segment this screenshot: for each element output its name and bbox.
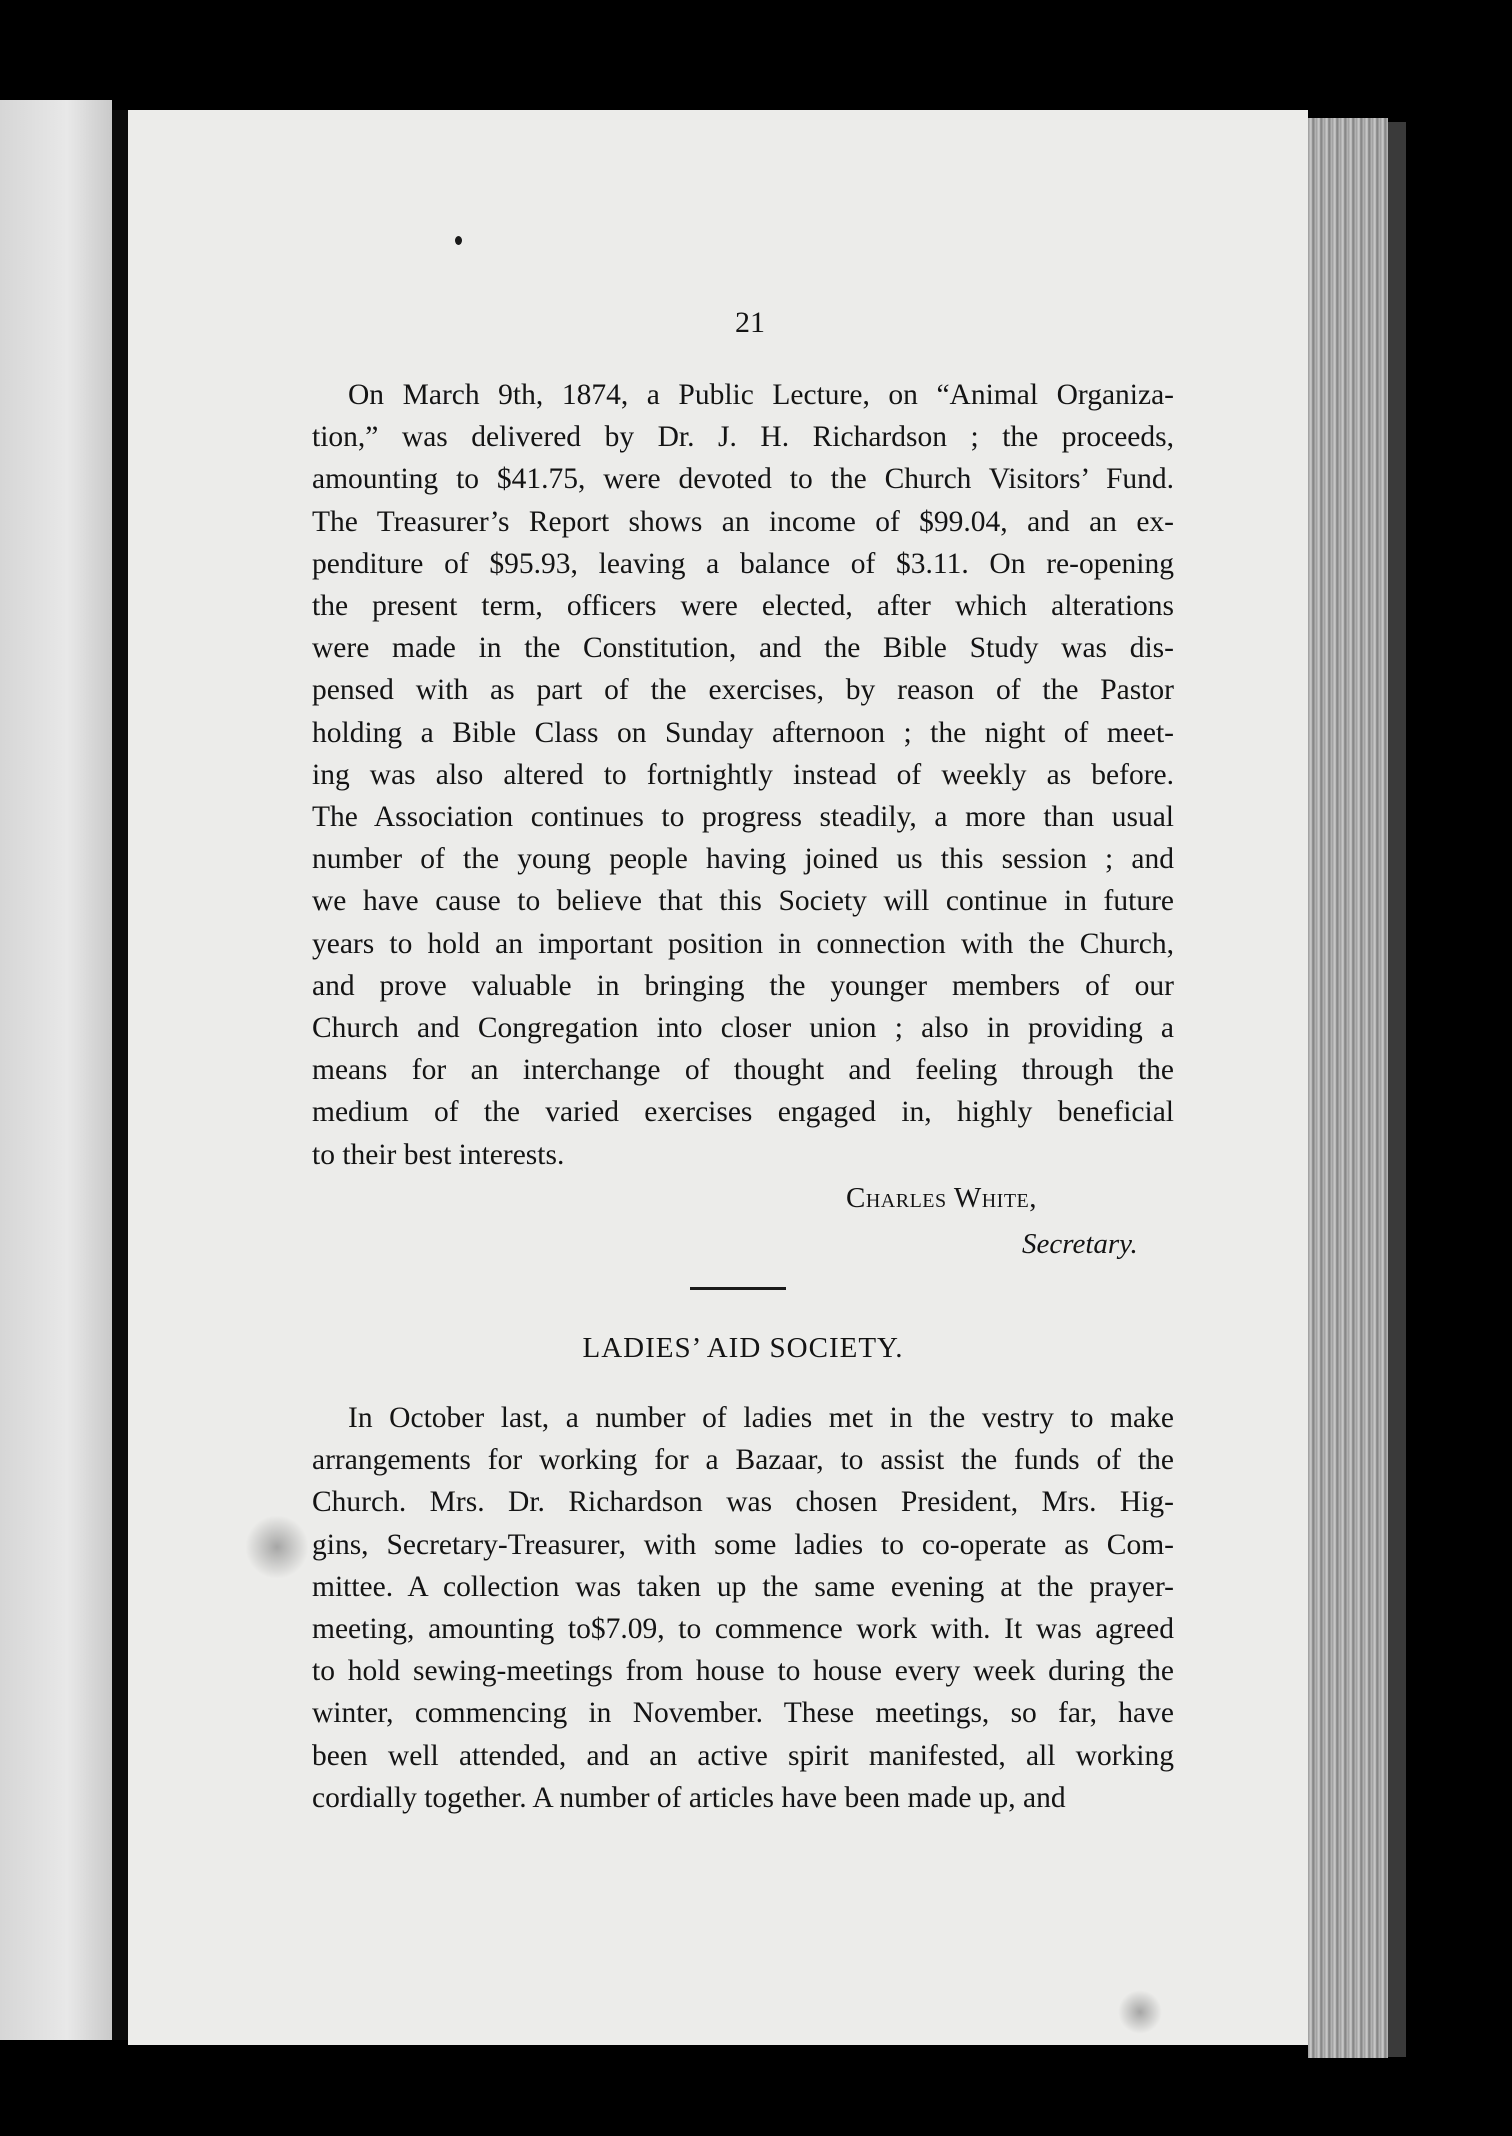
previous-page-edge: [0, 100, 112, 2040]
section-divider: [690, 1287, 786, 1290]
text-line: were made in the Constitution, and the Bible Study was dis-: [312, 632, 1174, 665]
text-line: mittee. A collection was taken up the same evening at the prayer-: [312, 1570, 1174, 1603]
text-line: we have cause to believe that this Society will continue in future: [312, 885, 1174, 918]
text-line: gins, Secretary-Treasurer, with some ladies to co-operate as Com-: [312, 1528, 1174, 1561]
paragraph-ladies-aid: [312, 1397, 1174, 1819]
text-line: On March 9th, 1874, a Public Lecture, on “Animal Organiza-: [348, 379, 1174, 411]
text-line: ing was also altered to fortnightly instead of weekly as before.: [312, 758, 1174, 791]
text-line: means for an interchange of thought and feeling through the: [312, 1054, 1174, 1087]
text-line: The Association continues to progress steadily, a more than usual: [312, 801, 1174, 834]
page-smudge: [1118, 1990, 1162, 2034]
text-line: penditure of $95.93, leaving a balance of $3.11. On re-opening: [312, 547, 1174, 580]
text-line: pensed with as part of the exercises, by reason of the Pastor: [312, 674, 1174, 707]
signature-name: Charles White,: [846, 1182, 1038, 1214]
text-line: Church and Congregation into closer union ; also in providing a: [312, 1012, 1174, 1045]
text-line: Church. Mrs. Dr. Richardson was chosen President, Mrs. Hig-: [312, 1486, 1174, 1519]
text-line: arrangements for working for a Bazaar, to assist the funds of the: [312, 1444, 1174, 1477]
text-line: holding a Bible Class on Sunday afternoon ; the night of meet-: [312, 716, 1174, 749]
text-line: The Treasurer’s Report shows an income of $99.04, and an ex-: [312, 505, 1174, 538]
text-line: and prove valuable in bringing the younger members of our: [312, 969, 1174, 1002]
section-heading: LADIES’ AID SOCIETY.: [582, 1332, 904, 1364]
paragraph-text: [312, 1397, 1174, 1819]
page-stack-edges: [1308, 118, 1388, 2058]
text-line: In October last, a number of ladies met in the vestry to make: [348, 1402, 1174, 1434]
ink-speck: [455, 236, 462, 245]
page-smudge: [245, 1515, 309, 1579]
book-cover-edge: [1388, 122, 1406, 2057]
paragraph-text: [312, 374, 1174, 1176]
text-line: medium of the varied exercises engaged in, highly beneficial: [312, 1096, 1174, 1129]
paragraph-secretary-report: [312, 374, 1174, 1176]
text-line: amounting to $41.75, were devoted to the Church Visitors’ Fund.: [312, 463, 1174, 496]
text-line: the present term, officers were elected, after which alterations: [312, 590, 1174, 623]
text-line: winter, commencing in November. These meetings, so far, have: [312, 1697, 1174, 1730]
text-line: years to hold an important position in connection with the Church,: [312, 927, 1174, 960]
book-gutter: [112, 110, 128, 2040]
text-line: meeting, amounting to$7.09, to commence work with. It was agreed: [312, 1613, 1174, 1646]
signature-title: Secretary.: [1022, 1228, 1138, 1260]
text-line: to their best interests.: [312, 1138, 565, 1171]
text-line: been well attended, and an active spirit manifested, all working: [312, 1739, 1174, 1772]
text-line: to hold sewing-meetings from house to house every week during the: [312, 1655, 1174, 1688]
text-line: tion,” was delivered by Dr. J. H. Richardson ; the proceeds,: [312, 421, 1174, 454]
text-line: cordially together. A number of articles have been made up, and: [312, 1781, 1066, 1814]
page-number: 21: [735, 306, 765, 339]
text-line: number of the young people having joined us this session ; and: [312, 843, 1174, 876]
